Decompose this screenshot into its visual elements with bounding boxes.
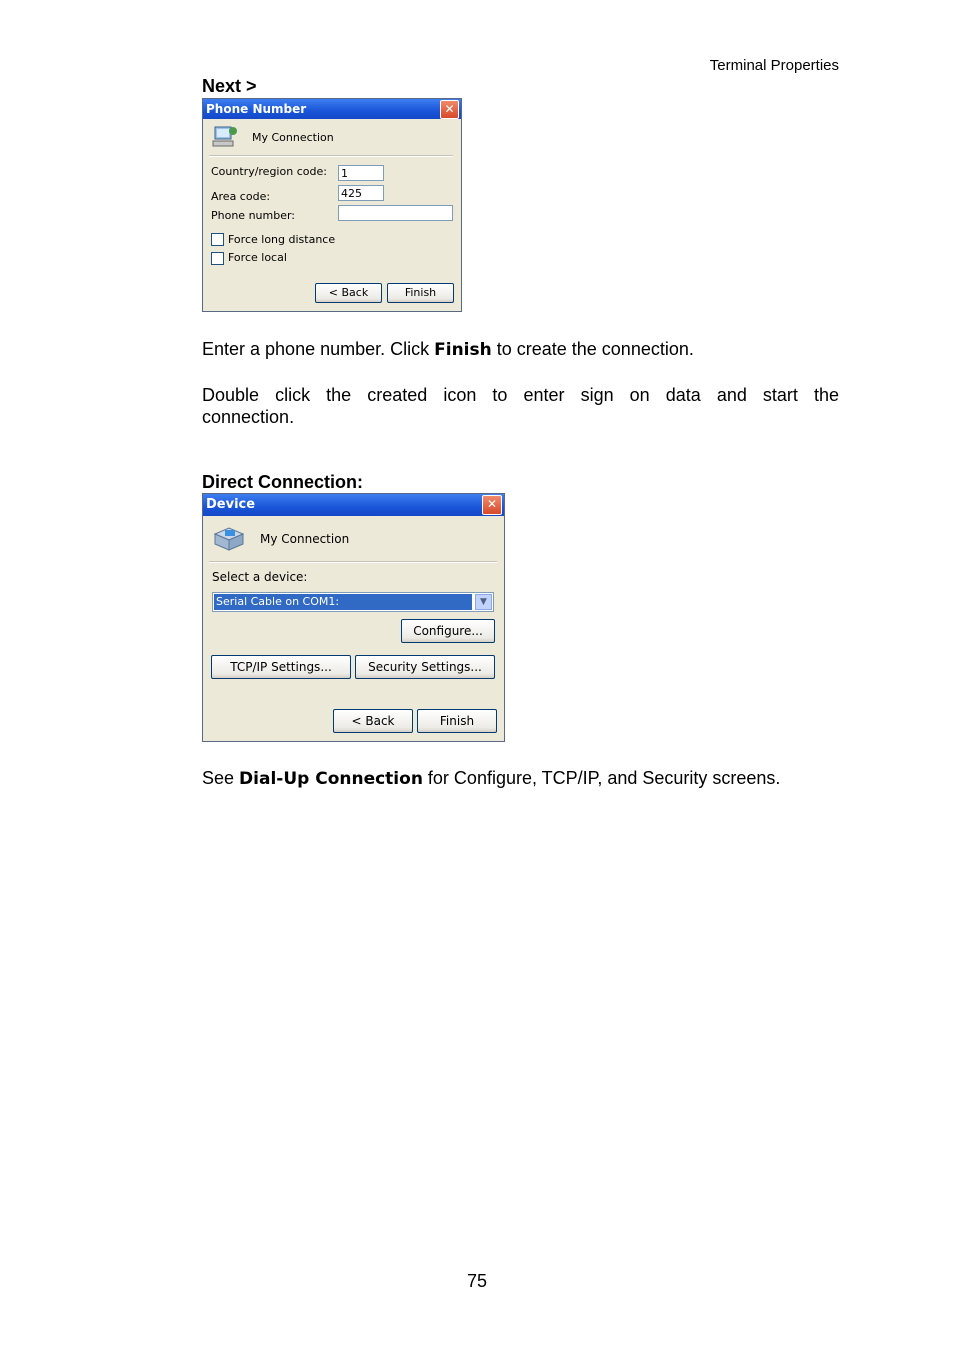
chevron-down-icon[interactable]: ▼	[475, 594, 492, 610]
back-button[interactable]: < Back	[333, 709, 413, 733]
divider	[209, 561, 497, 563]
area-code-label: Area code:	[211, 190, 271, 203]
country-code-label: Country/region code:	[211, 165, 327, 178]
connection-name: My Connection	[260, 532, 350, 546]
paragraph-enter-phone	[202, 338, 839, 361]
computer-connection-icon	[211, 526, 247, 554]
finish-button[interactable]: Finish	[387, 283, 454, 303]
tcpip-settings-button[interactable]: TCP/IP Settings...	[211, 655, 351, 679]
page-number: 75	[466, 1271, 488, 1291]
select-device-label: Select a device:	[212, 570, 308, 584]
security-settings-button[interactable]: Security Settings...	[355, 655, 495, 679]
dialog-title: Device	[206, 497, 256, 512]
para1-text-end: to create the connection.	[491, 339, 694, 359]
para1-strong: Finish	[434, 340, 492, 360]
running-header: Terminal Properties	[709, 57, 839, 74]
force-local-label: Force local	[228, 251, 287, 264]
network-connection-icon	[211, 125, 239, 151]
back-button[interactable]: < Back	[315, 283, 382, 303]
phone-number-label: Phone number:	[211, 209, 296, 222]
force-long-distance-label: Force long distance	[228, 233, 336, 246]
device-select[interactable]	[212, 592, 494, 612]
force-long-distance-checkbox[interactable]	[211, 233, 224, 246]
para3-text-start: See	[202, 768, 240, 788]
section-heading-direct: Direct Connection:	[202, 472, 364, 492]
dialog-titlebar	[203, 99, 461, 119]
section-heading-next: Next >	[202, 76, 257, 96]
para3-text-end: for Configure, TCP/IP, and Security screens.	[422, 768, 781, 788]
configure-button[interactable]: Configure...	[401, 619, 495, 643]
close-icon[interactable]: ✕	[440, 100, 459, 119]
device-dialog	[202, 493, 505, 742]
dialog-titlebar	[203, 494, 504, 516]
device-select-value: Serial Cable on COM1:	[214, 594, 472, 610]
phone-number-dialog	[202, 98, 462, 312]
phone-number-input[interactable]	[338, 205, 453, 221]
divider	[209, 155, 453, 157]
paragraph-double-click-line2: connection.	[202, 407, 295, 427]
connection-name: My Connection	[252, 131, 334, 144]
area-code-input[interactable]: 425	[338, 185, 384, 201]
dialog-title: Phone Number	[206, 102, 307, 116]
force-local-checkbox[interactable]	[211, 252, 224, 265]
country-code-input[interactable]: 1	[338, 165, 384, 181]
paragraph-double-click-line1: Double click the created icon to enter sign on data and start the	[202, 385, 839, 405]
paragraph-see-dialup	[202, 767, 862, 790]
close-icon[interactable]: ✕	[482, 495, 502, 515]
finish-button[interactable]: Finish	[417, 709, 497, 733]
para3-strong: Dial-Up Connection	[239, 769, 423, 789]
para1-text-start: Enter a phone number. Click	[202, 339, 435, 359]
